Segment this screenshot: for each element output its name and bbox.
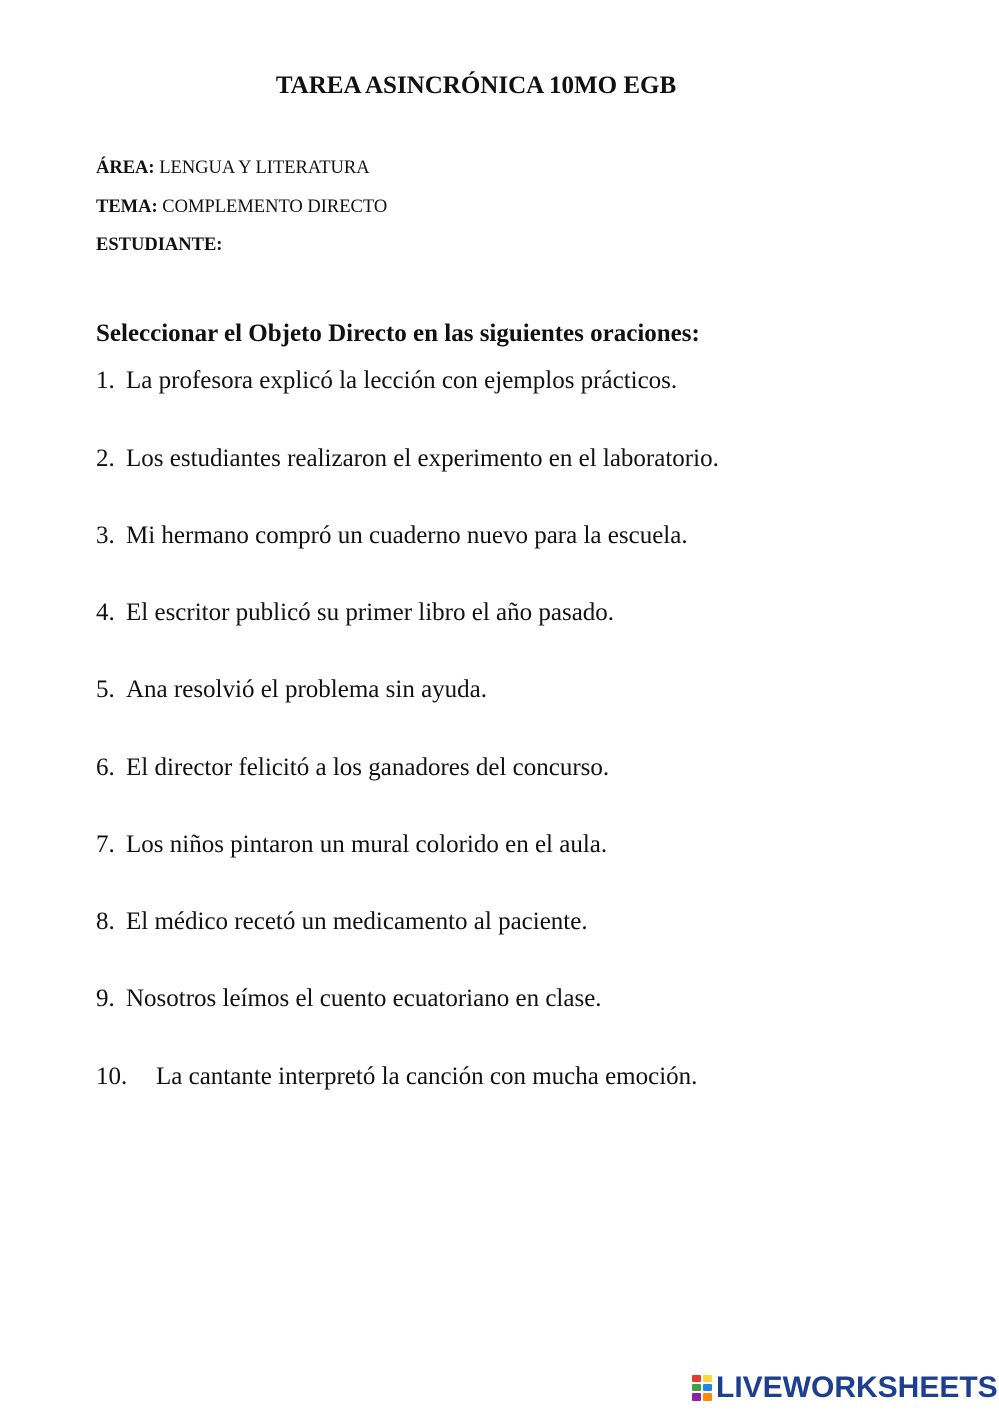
tema-line (96, 197, 387, 218)
liveworksheets-logo-icon (691, 1374, 713, 1402)
sentence-number: 5. (96, 676, 115, 703)
sentence-text: Los estudiantes realizaron el experimento en el laboratorio. (126, 445, 719, 472)
sentence-text: Mi hermano compró un cuaderno nuevo para la escuela. (126, 522, 688, 549)
instruction-heading: Seleccionar el Objeto Directo en las siguientes oraciones: (96, 320, 700, 347)
liveworksheets-logo (691, 1371, 998, 1405)
sentence-text: El escritor publicó su primer libro el año pasado. (126, 599, 615, 626)
sentence-item (96, 522, 688, 550)
area-line (96, 158, 370, 179)
page-title: TAREA ASINCRÓNICA 10MO EGB (275, 72, 677, 99)
sentence-number: 3. (96, 522, 115, 549)
logo-square (703, 1375, 712, 1382)
area-value: LENGUA Y LITERATURA (159, 158, 370, 178)
sentence-number: 1. (96, 367, 115, 394)
sentence-item (96, 754, 609, 782)
sentence-item (96, 908, 588, 936)
sentence-text: Los niños pintaron un mural colorido en el aula. (126, 831, 608, 858)
logo-square (703, 1393, 712, 1401)
estudiante-line (96, 235, 222, 256)
sentence-item (96, 599, 614, 627)
logo-square (692, 1375, 701, 1382)
sentence-item (96, 676, 487, 704)
tema-label: TEMA: (96, 197, 158, 217)
sentence-item (96, 445, 719, 473)
sentence-text: La cantante interpretó la canción con mucha emoción. (156, 1063, 698, 1090)
sentence-text: La profesora explicó la lección con ejemplos prácticos. (126, 367, 678, 394)
logo-text: LIVEWORKSHEETS (716, 1371, 998, 1404)
sentence-number: 6. (96, 754, 115, 781)
sentence-number: 10. (96, 1063, 128, 1090)
sentence-number: 8. (96, 908, 115, 935)
sentence-item (96, 1063, 697, 1091)
sentence-text: Ana resolvió el problema sin ayuda. (126, 676, 488, 703)
tema-value: COMPLEMENTO DIRECTO (162, 197, 388, 217)
sentence-item (96, 367, 677, 395)
area-label: ÁREA: (96, 158, 155, 178)
sentence-number: 7. (96, 831, 115, 858)
logo-square (703, 1384, 712, 1391)
sentence-item (96, 831, 607, 859)
sentence-item (96, 985, 602, 1013)
sentence-text: El médico recetó un medicamento al paciente. (126, 908, 588, 935)
estudiante-label: ESTUDIANTE: (96, 235, 223, 255)
sentence-number: 2. (96, 445, 115, 472)
logo-square (692, 1393, 701, 1401)
sentence-text: Nosotros leímos el cuento ecuatoriano en clase. (126, 985, 602, 1012)
logo-square (692, 1384, 701, 1391)
sentence-text: El director felicitó a los ganadores del concurso. (126, 754, 610, 781)
sentence-number: 4. (96, 599, 115, 626)
sentence-number: 9. (96, 985, 115, 1012)
